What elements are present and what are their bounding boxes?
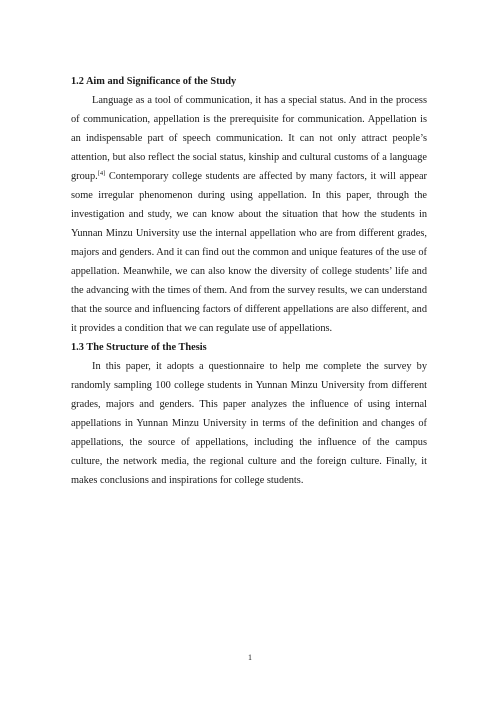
citation-superscript: [4] bbox=[97, 170, 106, 177]
paragraph-text-part1: Language as a tool of communication, it has a special status. And in the process of communication, appellation is the prerequisite for communication. Appellation is an indispensable part of speech communication. It can not only attract people’s attention, but also reflect the social status, kinship and cultural customs of a language group. bbox=[71, 95, 427, 182]
page-content bbox=[71, 72, 427, 490]
section-heading-aim-significance: 1.2 Aim and Significance of the Study bbox=[71, 76, 237, 87]
paragraph-thesis-structure: In this paper, it adopts a questionnaire to help me complete the survey by randomly sampling 100 college students in Yunnan Minzu University from different grades, majors and genders. This paper analyzes the influence of using internal appellations in Yunnan Minzu University in terms of the definition and changes of appellations, the source of appellations, including the influence of the campus culture, the network media, the regional culture and the foreign culture. Finally, it makes conclusions and inspirations for college students. bbox=[71, 361, 427, 486]
paragraph-text-part2: Contemporary college students are affected by many factors, it will appear some irregular phenomenon during using appellation. In this paper, through the investigation and study, we can know about the situation that how the students in Yunnan Minzu University use the internal appellation who are from different grades, majors and genders. And it can find out the common and unique features of the use of appellation. Meanwhile, we can also know the diversity of college students’ life and the advancing with the times of them. And from the survey results, we can understand that the source and influencing factors of different appellations are also different, and it provides a condition that we can regulate use of appellations. bbox=[71, 171, 427, 334]
section-heading-thesis-structure: 1.3 The Structure of the Thesis bbox=[71, 342, 207, 353]
page-number: 1 bbox=[248, 653, 252, 662]
paragraph-aim-significance bbox=[71, 91, 427, 338]
